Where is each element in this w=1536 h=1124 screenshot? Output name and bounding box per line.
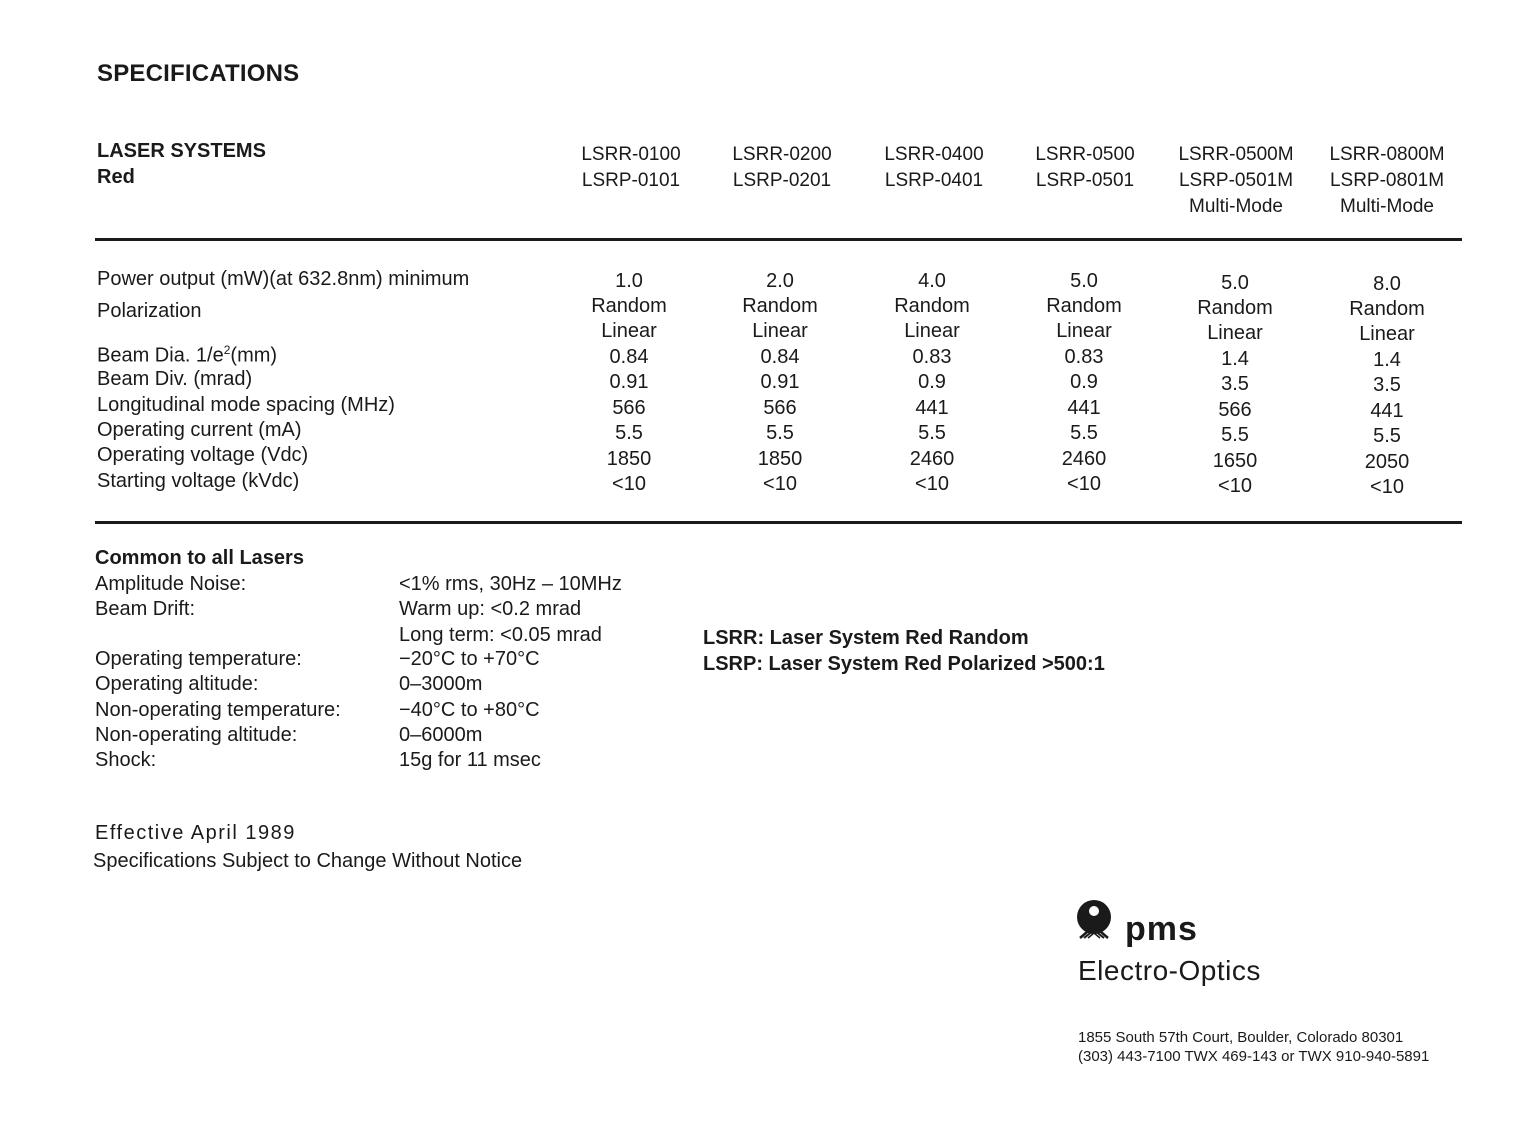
cell-voltage: 1850 [606, 448, 652, 470]
common-label: Non-operating temperature: [95, 699, 341, 721]
cell-start-voltage: <10 [915, 473, 949, 495]
cell-polarization: Linear [752, 320, 808, 342]
effective-date: Effective April 1989 [95, 822, 296, 844]
common-label: Shock: [95, 749, 157, 771]
model-header [1005, 142, 1165, 194]
systems-label [97, 138, 266, 190]
model-header-line: LSRR-0200 [732, 144, 832, 165]
cell-polarization: Linear [1056, 320, 1112, 342]
common-title: Common to all Lasers [95, 547, 304, 569]
cell-power: 8.0 [1373, 273, 1401, 295]
common-label: Beam Drift: [95, 598, 196, 620]
cell-polarization: Linear [601, 320, 657, 342]
cell-power: 4.0 [918, 270, 946, 292]
cell-mode-spacing: 566 [612, 397, 646, 419]
cell-polarization: Linear [904, 320, 960, 342]
cell-current: 5.5 [1070, 422, 1098, 444]
model-header-line: Multi-Mode [1340, 196, 1434, 217]
cell-beam-div: 3.5 [1221, 373, 1249, 395]
cell-current: 5.5 [615, 422, 643, 444]
param-label: Longitudinal mode spacing (MHz) [97, 394, 395, 416]
cell-mode-spacing: 566 [1218, 399, 1252, 421]
cell-power: 5.0 [1070, 270, 1098, 292]
common-value: Long term: <0.05 mrad [399, 624, 602, 646]
divider [95, 238, 1462, 241]
cell-beam-dia: 1.4 [1373, 349, 1401, 371]
cell-mode-spacing: 441 [1067, 397, 1101, 419]
cell-polarization: Linear [1359, 323, 1415, 345]
model-header-line: LSRP-0801M [1329, 170, 1445, 191]
model-header-line: LSRP-0501 [1035, 170, 1135, 191]
cell-beam-div: 3.5 [1373, 374, 1401, 396]
param-label-sup: 2 [223, 343, 231, 357]
division-name: Electro-Optics [1078, 955, 1261, 986]
company-address [1078, 1028, 1429, 1066]
common-value: −40°C to +80°C [399, 699, 540, 721]
cell-current: 5.5 [918, 422, 946, 444]
cell-power: 1.0 [615, 270, 643, 292]
param-label: Power output (mW)(at 632.8nm) minimum [97, 268, 470, 290]
model-header [702, 142, 862, 194]
common-value: 0–3000m [399, 673, 483, 695]
param-label: Operating current (mA) [97, 419, 302, 441]
cell-current: 5.5 [1373, 425, 1401, 447]
common-value: 0–6000m [399, 724, 483, 746]
model-header [854, 142, 1014, 194]
cell-start-voltage: <10 [1067, 473, 1101, 495]
pms-logo-icon [1074, 898, 1120, 944]
cell-power: 5.0 [1221, 272, 1249, 294]
model-header-line: LSRR-0100 [581, 144, 681, 165]
cell-voltage: 2050 [1364, 451, 1410, 473]
cell-beam-div: 0.9 [1070, 371, 1098, 393]
common-value: <1% rms, 30Hz – 10MHz [399, 573, 622, 595]
brand-name: pms [1125, 910, 1198, 948]
cell-polarization: Random [591, 295, 667, 317]
model-header-line: LSRR-0500 [1035, 144, 1135, 165]
cell-polarization: Linear [1207, 322, 1263, 344]
param-label-unit: (mm) [230, 344, 278, 367]
phone-line: (303) 443-7100 TWX 469-143 or TWX 910-940-5891 [1078, 1048, 1430, 1065]
cell-start-voltage: <10 [763, 473, 797, 495]
cell-beam-dia: 0.84 [609, 346, 649, 368]
cell-voltage: 2460 [909, 448, 955, 470]
param-label: Beam Div. (mrad) [97, 368, 253, 390]
model-header-line: LSRR-0400 [884, 144, 984, 165]
param-label: Starting voltage (kVdc) [97, 470, 300, 492]
cell-voltage: 1650 [1212, 450, 1258, 472]
cell-mode-spacing: 441 [915, 397, 949, 419]
change-notice: Specifications Subject to Change Without Notice [93, 850, 523, 872]
legend-line: LSRP: Laser System Red Polarized >500:1 [703, 653, 1105, 675]
legend [703, 625, 1105, 677]
address-line: 1855 South 57th Court, Boulder, Colorado 80301 [1078, 1029, 1404, 1046]
cell-current: 5.5 [766, 422, 794, 444]
model-header [551, 142, 711, 194]
cell-mode-spacing: 566 [763, 397, 797, 419]
cell-start-voltage: <10 [1218, 475, 1252, 497]
common-value: Warm up: <0.2 mrad [399, 598, 582, 620]
model-header [1307, 142, 1467, 220]
model-header-line: LSRP-0101 [581, 170, 681, 191]
cell-polarization: Random [894, 295, 970, 317]
model-header-line: Multi-Mode [1189, 196, 1283, 217]
cell-polarization: Random [1197, 297, 1273, 319]
cell-beam-dia: 1.4 [1221, 348, 1249, 370]
cell-voltage: 2460 [1061, 448, 1107, 470]
legend-line: LSRR: Laser System Red Random [703, 627, 1029, 649]
systems-label-line: Red [97, 166, 135, 188]
cell-beam-div: 0.91 [609, 371, 649, 393]
param-label: Operating voltage (Vdc) [97, 444, 309, 466]
cell-polarization: Random [1046, 295, 1122, 317]
common-label: Operating temperature: [95, 648, 302, 670]
common-value: −20°C to +70°C [399, 648, 540, 670]
cell-voltage: 1850 [757, 448, 803, 470]
model-header-line: LSRP-0501M [1178, 170, 1294, 191]
model-header [1156, 142, 1316, 220]
cell-beam-dia: 0.84 [760, 346, 800, 368]
param-label [97, 343, 277, 368]
param-label: Polarization [97, 300, 202, 322]
model-header-line: LSRP-0401 [884, 170, 984, 191]
cell-start-voltage: <10 [1370, 476, 1404, 498]
cell-current: 5.5 [1221, 424, 1249, 446]
cell-polarization: Random [742, 295, 818, 317]
page-title: SPECIFICATIONS [97, 60, 300, 87]
model-header-line: LSRR-0500M [1178, 144, 1294, 165]
param-label-text: Beam Dia. 1/e [97, 344, 224, 367]
model-header-line: LSRR-0800M [1329, 144, 1445, 165]
model-header-line: LSRP-0201 [732, 170, 832, 191]
systems-label-line: LASER SYSTEMS [97, 140, 266, 162]
common-label: Non-operating altitude: [95, 724, 298, 746]
cell-beam-div: 0.9 [918, 371, 946, 393]
cell-beam-div: 0.91 [760, 371, 800, 393]
divider [95, 521, 1462, 524]
cell-polarization: Random [1349, 298, 1425, 320]
common-label: Amplitude Noise: [95, 573, 247, 595]
common-label: Operating altitude: [95, 673, 259, 695]
cell-beam-dia: 0.83 [1064, 346, 1104, 368]
cell-beam-dia: 0.83 [912, 346, 952, 368]
cell-start-voltage: <10 [612, 473, 646, 495]
common-value: 15g for 11 msec [399, 749, 541, 771]
cell-mode-spacing: 441 [1370, 400, 1404, 422]
cell-power: 2.0 [766, 270, 794, 292]
